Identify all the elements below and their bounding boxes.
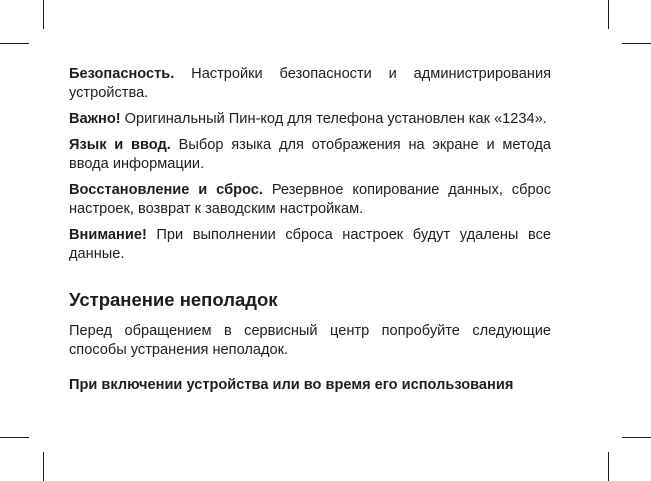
term-important: Важно! [69, 111, 121, 127]
text-warning: При выполнении сброса настроек будут удалены все данные. [69, 227, 551, 262]
section-title: Устранение неполадок [69, 289, 278, 310]
section-intro: Перед обращением в сервисный центр попробуйте следующие способы устранения неполадок. [69, 323, 551, 358]
crop-mark-top-left-horizontal [0, 43, 29, 44]
crop-mark-bottom-right-vertical [608, 452, 609, 481]
crop-mark-bottom-left-vertical [43, 452, 44, 481]
text-security: Настройки безопасности и администрирования устройства. [69, 66, 551, 101]
crop-mark-bottom-left-horizontal [0, 437, 29, 438]
document-content [69, 65, 551, 395]
paragraph-backup-reset [69, 181, 551, 219]
text-language-input: Выбор языка для отображения на экране и метода ввода информации. [69, 137, 552, 172]
crop-mark-top-right-horizontal [622, 43, 651, 44]
term-warning: Внимание! [69, 227, 147, 243]
text-important: Оригинальный Пин-код для телефона установлен как «1234». [124, 111, 547, 127]
crop-mark-top-right-vertical [608, 0, 609, 29]
subsection-heading: При включении устройства или во время его использования [69, 377, 514, 393]
paragraph-language-input [69, 136, 551, 174]
paragraph-security [69, 65, 551, 103]
crop-mark-bottom-right-horizontal [622, 437, 651, 438]
paragraph-warning-note [69, 226, 551, 264]
paragraph-important-note [69, 110, 551, 129]
term-security: Безопасность. [69, 66, 175, 82]
text-backup-reset: Резервное копирование данных, сброс настроек, возврат к заводским настройкам. [69, 182, 551, 217]
crop-mark-top-left-vertical [43, 0, 44, 29]
term-backup-reset: Восстановление и сброс. [69, 182, 263, 198]
term-language-input: Язык и ввод. [69, 137, 171, 153]
